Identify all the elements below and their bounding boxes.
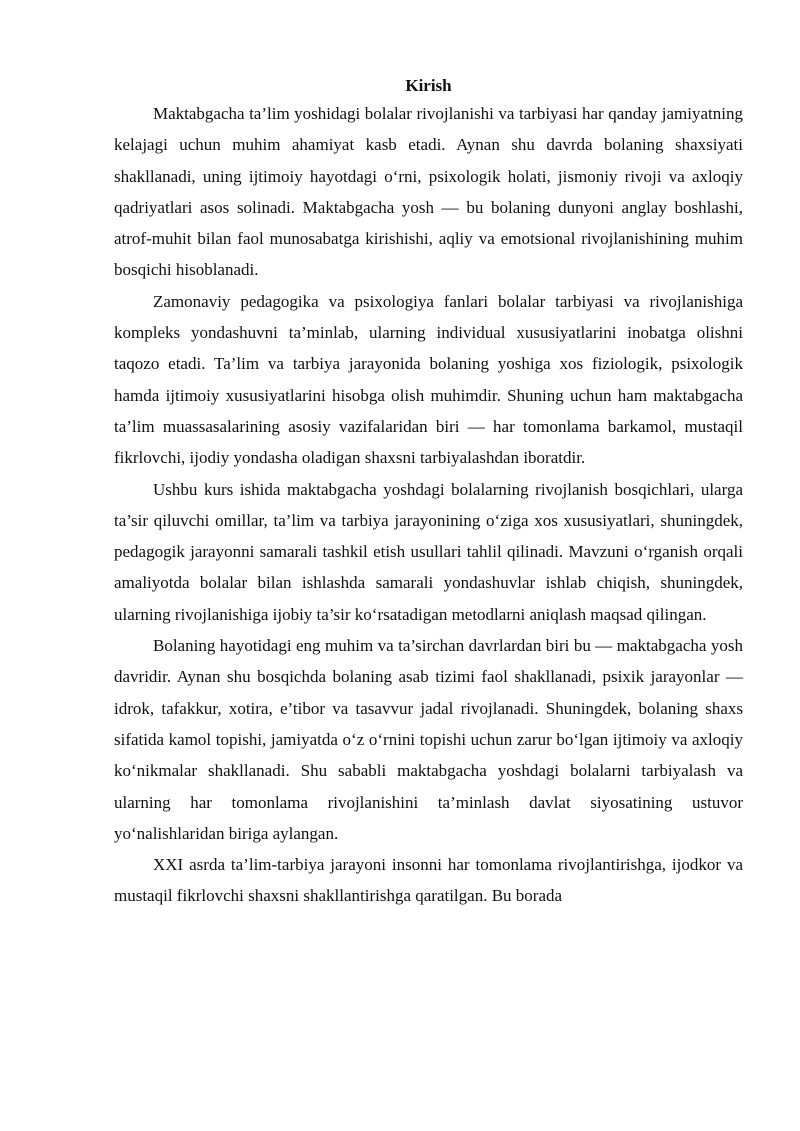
paragraph-4: Bolaning hayotidagi eng muhim va ta’sirchan davrlardan biri bu — maktabgacha yosh davridir. Aynan shu bosqichda bolaning asab tizimi faol shakllanadi, psixik jarayonlar — idrok, tafakkur, xotira, e’tibor va tasavvur jadal rivojlanadi. Shuningdek, bolaning shaxs sifatida kamol topishi, jamiyatda o‘z o‘rnini topishi uchun zarur bo‘lgan ijtimoiy va axloqiy ko‘nikmalar shakllanadi. Shu sababli maktabgacha yoshdagi bolalarni tarbiyalash va ularning har tomonlama rivojlanishini ta’minlash davlat siyosatining ustuvor yo‘nalishlaridan biriga aylangan. [114,636,743,843]
paragraph-3: Ushbu kurs ishida maktabgacha yoshdagi bolalarning rivojlanish bosqichlari, ularga ta’sir qiluvchi omillar, ta’lim va tarbiya jarayonining o‘ziga xos xususiyatlari, shuningdek, pedagogik jarayonni samarali tashkil etish usullari tahlil qilinadi. Mavzuni o‘rganish orqali amaliyotda bolalar bilan ishlashda samarali yondashuvlar ishlab chiqish, shuningdek, ularning rivojlanishiga ijobiy ta’sir ko‘rsatadigan metodlarni aniqlash maqsad qilingan. [114,479,743,624]
paragraph-2: Zamonaviy pedagogika va psixologiya fanlari bolalar tarbiyasi va rivojlanishiga kompleks yondashuvni ta’minlab, ularning individual xususiyatlarini inobatga olishni taqozo etadi. Ta’lim va tarbiya jarayonida bolaning yoshiga xos fiziologik, psixologik hamda ijtimoiy xususiyatlarini hisobga olish muhimdir. Shuning uchun ham maktabgacha ta’lim muassasalarining asosiy vazifalaridan biri — har tomonlama barkamol, mustaqil fikrlovchi, ijodiy yondasha oladigan shaxsni tarbiyalashdan iboratdir. [114,291,743,468]
page-title: Kirish [405,76,452,95]
paragraph-5: XXI asrda ta’lim-tarbiya jarayoni insonni har tomonlama rivojlantirishga, ijodkor va mustaqil fikrlovchi shaxsni shakllantirishga qaratilgan. Bu borada [114,855,743,906]
paragraph-1: Maktabgacha ta’lim yoshidagi bolalar rivojlanishi va tarbiyasi har qanday jamiyatning kelajagi uchun muhim ahamiyat kasb etadi. Aynan shu davrda bolaning shaxsiyati shakllanadi, uning ijtimoiy hayotdagi o‘rni, psixologik holati, jismoniy rivoji va axloqiy qadriyatlari asos solinadi. Maktabgacha yosh — bu bolaning dunyoni anglay boshlashi, atrof-muhit bilan faol munosabatga kirishishi, aqliy va emotsional rivojlanishining muhim bosqichi hisoblanadi. [114,104,743,280]
